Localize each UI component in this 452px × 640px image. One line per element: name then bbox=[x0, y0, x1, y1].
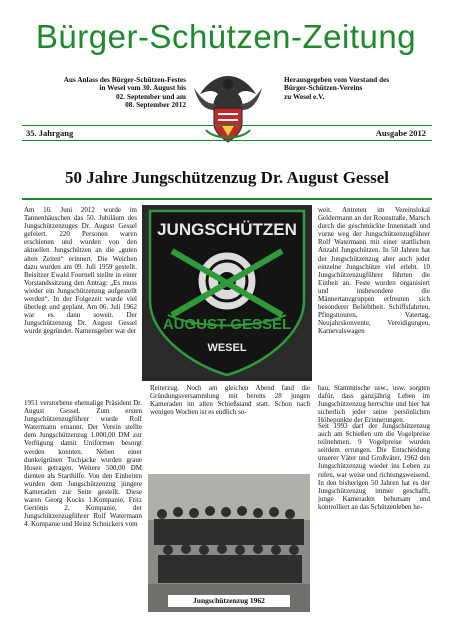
badge-middle-text: AUGUST GESSEL bbox=[162, 316, 292, 333]
paragraph: Seit 1993 darf der Jungschützenzug auch am Schießen um die Vogelpreise teilnehmen. 9 Vogelpreise wurden seitdem errungen. Die Entscheidung unserer Väter und Großväter, 1962 den Jungschützenzug wieder ins Leben zu rufen, war weise und richtungsweisend. In den bisherigen 50 Jahren hat es der Jungschützenzug immer geschafft, junge Kameraden behutsam und kontrolliert an das Schützenleben he- bbox=[318, 422, 430, 511]
issue-label: Ausgabe 2012 bbox=[375, 128, 426, 138]
edition-bar bbox=[22, 125, 432, 141]
article-headline: 50 Jahre Jungschützenzug Dr. August Gessel bbox=[65, 168, 389, 187]
header-right-line: zu Wesel e.V. bbox=[284, 91, 325, 101]
group-photo-1962 bbox=[148, 474, 310, 612]
year-label: 35. Jahrgang bbox=[26, 128, 74, 138]
group-photo-image bbox=[148, 474, 310, 612]
headline-rule bbox=[22, 198, 432, 200]
badge-top-text: JUNGSCHÜTZEN bbox=[157, 220, 297, 239]
photo-caption: Jungschützenzug 1962 bbox=[168, 595, 290, 607]
paragraph: Am 16. Juni 2012 wurde im Tannenhäuschen das 50. Jubiläum des Jungschützenzuges Dr. August Gessel gefeiert. 220 Personen waren erschienen und wurden von den aktuellen Jungschützen an die „guten alten Zeiten“ erinnert. Die Weichen dazu wurden am 09. Juli 1959 gestellt. Beisitzer Ewald Fournell stellte in einer Vorstandssitzung den Antrag: „Es muss wieder ein Jungschützenzug aufgestellt werden“. In der Folgezeit wurde viel überlegt und geplant. Am 06. Juli 1962 war es dann soweit. Der Jungschützenzug Dr. August Gessel wurde gegründet. Namensgeber war der bbox=[24, 206, 137, 336]
paragraph: Reiterzug. Noch am gleichen Abend fand die Gründungsversammlung mit bereits 28 jungen Kameraden im alten Schießstand statt. Schon nach wenigen Wochen ist es endlich so- bbox=[150, 384, 310, 417]
badge-bottom-text: WESEL bbox=[207, 342, 247, 354]
header-right-line: Herausgegeben vom Vorstand des bbox=[284, 75, 390, 84]
paragraph: 1951 verstorbene ehemalige Präsident Dr. August Gessel. Zum ersten Jungschützenzugführer wurde Rolf Watermann ernannt. Der Verein stellte dem Jungschützenzug 1.000,00 DM zur Verfügung damit Uniformen besorgt werden konnten. Neben einer dunkelgrünen Tuchjacke wurden graue Hosen getragen. Weitere 500,00 DM dienten als Starthilfe. Von den Einheiten wurden dem Jungschützenzug jüngere Kameraden zur Seite gestellt. Diese waren Georg Kocks 1.Kompanie, Fritz Gertönis 2. Kompanie, der Jungschützenzugführer Rolf Watermann 4. Kompanie und Heinz Schnickers vom bbox=[24, 399, 142, 529]
article-column-middle bbox=[150, 384, 310, 418]
paragraph: bau, Stammtische usw., usw. sorgten dafür, dass ganzjährig Leben im Jungschützenzug herrschte und hier hat sicherlich jeder seine persönlichen Höhepunkte der Erinnerungen. bbox=[318, 384, 430, 425]
article-column-right-upper bbox=[318, 206, 430, 383]
article-column-right-lower bbox=[318, 422, 430, 636]
header-left-line: 08. September 2012 bbox=[125, 100, 186, 110]
masthead-title: Bürger-Schützen-Zeitung bbox=[35, 18, 417, 55]
header-left-block bbox=[36, 76, 186, 110]
header-left-line: 02. September und am bbox=[115, 91, 186, 101]
jungschuetzen-badge-image bbox=[142, 205, 312, 381]
header-left-line: Aus Anlass des Bürger-Schützen-Festes bbox=[63, 75, 186, 84]
header-right-line: Bürger-Schützen-Vereins bbox=[284, 83, 363, 93]
article-column-left-lower bbox=[24, 399, 142, 637]
article-column-right-middle bbox=[318, 384, 430, 425]
paragraph: weit. Antreten im Vereinslokal Geldermann an der Roonstraße, Marsch durch die geschmückte Innenstadt und vorne weg der Jungschützenzugführer Rolf Watermann mit einer stattlichen Anzahl Jungschützen. In 50 Jahren hat der Jungschützenzug aber auch jeder einzelne Jungschütze viel erlebt. 10 Jungschützenzugführer führten die Einheit an. Feste wurden organisiert und insbesondere die Männertanzgruppen erfreuten sich besonderer Beliebtheit. Schiffsfahrten, Pfingsttouren, Vatertag, Neujahrskonvente, Vereidigungen, Karnevalswagen bbox=[318, 206, 430, 336]
header-left-line: in Wesel vom 30. August bis bbox=[99, 83, 186, 93]
header-right-block bbox=[284, 76, 424, 101]
article-column-left-upper bbox=[24, 206, 137, 398]
